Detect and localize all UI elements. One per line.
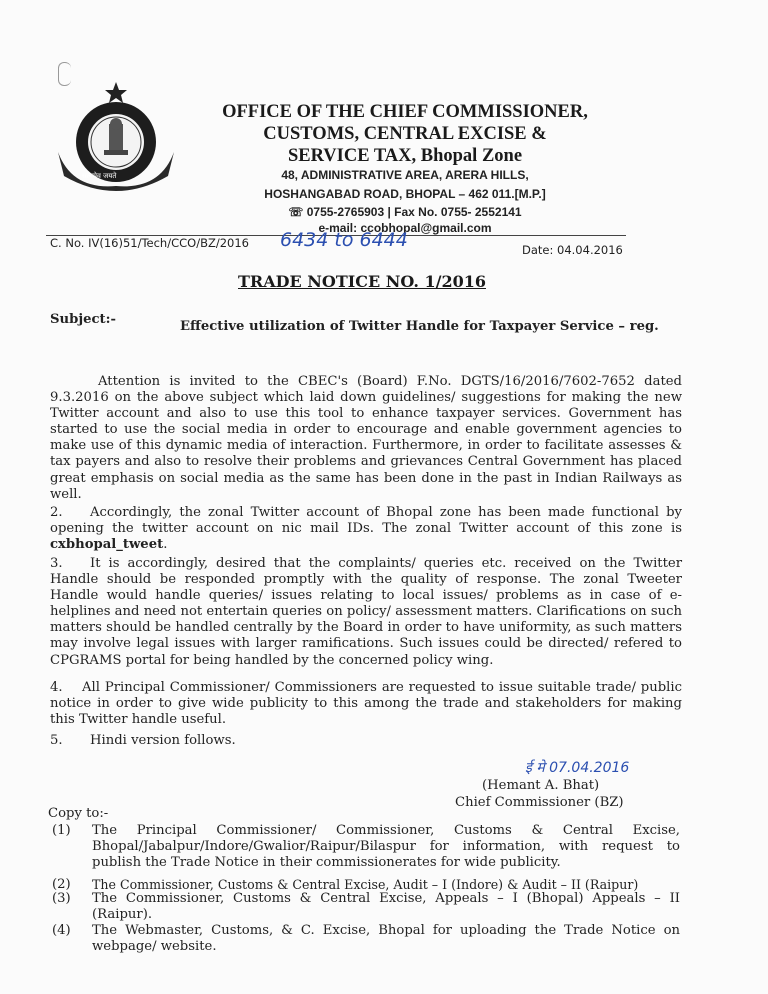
copy-item-4 <box>52 923 680 957</box>
notice-date: Date: 04.04.2016 <box>522 243 623 257</box>
copy-item-2-number: (2) <box>52 877 71 892</box>
paragraph-4-number: 4. <box>50 680 63 695</box>
copy-item-1-number: (1) <box>52 823 71 838</box>
paragraph-4-text: All Principal Commissioner/ Commissioners are requested to issue suitable trade/ public notice in order to give wide publicity to this among the trade and stakeholders for making this Twitter handle useful. <box>50 680 682 728</box>
copy-item-3 <box>52 891 680 925</box>
handwritten-range: 6434 to 6444 <box>280 229 408 251</box>
emblem-bottom-text: सत्यमेव जयते <box>82 172 117 180</box>
address-line2: HOSHANGABAD ROAD, BHOPAL – 462 011.[M.P.] <box>264 187 546 201</box>
phone-icon: ☏ <box>288 205 307 219</box>
handwritten-signature: ई मे 07.04.2016 <box>525 760 630 776</box>
copy-item-3-text: The Commissioner, Customs & Central Excise, Appeals – I (Bhopal) Appeals – II (Raipur). <box>92 891 680 922</box>
office-title-line3: SERVICE TAX, Bhopal Zone <box>287 146 523 166</box>
paragraph-1-text: Attention is invited to the CBEC's (Board) F.No. DGTS/16/2016/7602-7652 dated 9.3.2016 on the above subject which laid down guidelines/ suggestions for making the new Twitter account and also to use this tool to enhance taxpayer services. Government has started to use the social media in order to encourage and enable government agencies to make use of this dynamic media of interaction. Furthermore, in order to facilitate assesses & tax payers and also to resolve their problems and grievances Central Government has placed great emphasis on social media as the same has been done in the past in Indian Railways as well. <box>50 374 682 502</box>
reference-number: C. No. IV(16)51/Tech/CCO/BZ/2016 <box>50 236 249 250</box>
phone-fax <box>190 205 620 219</box>
copy-item-2-text: The Commissioner, Customs & Central Excise, Audit – I (Indore) & Audit – II (Raipur) <box>92 877 639 892</box>
paragraph-2 <box>50 505 682 553</box>
copy-item-3-number: (3) <box>52 891 71 906</box>
copy-item-1 <box>52 823 680 875</box>
subject-label: Subject:- <box>50 312 116 327</box>
office-title-line1: OFFICE OF THE CHIEF COMMISSIONER, <box>222 102 588 122</box>
email-address: e-mail: ccobhopal@gmail.com <box>318 221 492 235</box>
paragraph-5-number: 5. <box>50 733 63 748</box>
paragraph-2-end: . <box>163 537 168 553</box>
paragraph-1 <box>50 374 682 503</box>
paragraph-3-text: It is accordingly, desired that the complaints/ queries etc. received on the Twitter Handle should be responded promptly with the quality of response. The zonal Tweeter Handle would handle queries/ issues relating to local issues/ problems as in case of e-helplines and need not entertain queries on policy/ assessment matters. Clarifications on such matters should be handled centrally by the Board in order to have uniformity, as such matters may involve legal issues with larger ramifications. Such issues could be directed/ refered to CPGRAMS portal for being handled by the concerned policy wing. <box>50 556 682 668</box>
twitter-handle: cxbhopal_tweet <box>50 537 164 553</box>
paragraph-5 <box>50 733 682 749</box>
department-emblem <box>52 80 180 198</box>
signatory-name: (Hemant A. Bhat) <box>482 778 600 793</box>
paragraph-2-text: Accordingly, the zonal Twitter account of Bhopal zone has been made functional by opening the twitter account on nic mail IDs. The zonal Twitter account of this zone is <box>50 505 682 537</box>
paragraph-4 <box>50 680 682 728</box>
subject-text: Effective utilization of Twitter Handle for Taxpayer Service – reg. <box>180 319 659 334</box>
copy-item-4-text: The Webmaster, Customs, & C. Excise, Bhopal for uploading the Trade Notice on webpage/ website. <box>92 923 680 954</box>
office-title-line2: CUSTOMS, CENTRAL EXCISE & <box>263 124 547 144</box>
signatory-designation: Chief Commissioner (BZ) <box>455 795 624 810</box>
copy-item-1-text: The Principal Commissioner/ Commissioner, Customs & Central Excise, Bhopal/Jabalpur/Indore/Gwalior/Raipur/Bilaspur for information, with request to publish the Trade Notice in their commissionerates for wide publicity. <box>92 823 680 870</box>
address-line1: 48, ADMINISTRATIVE AREA, ARERA HILLS, <box>281 168 529 182</box>
paragraph-3 <box>50 556 682 669</box>
notice-title: TRADE NOTICE NO. 1/2016 <box>238 272 486 291</box>
copy-to-label: Copy to:- <box>48 806 109 821</box>
phone-fax-text: 0755-2765903 | Fax No. 0755- 2552141 <box>306 205 522 219</box>
copy-item-4-number: (4) <box>52 923 71 938</box>
paragraph-5-text: Hindi version follows. <box>90 733 236 748</box>
paragraph-2-number: 2. <box>50 505 63 520</box>
paragraph-3-number: 3. <box>50 556 63 571</box>
